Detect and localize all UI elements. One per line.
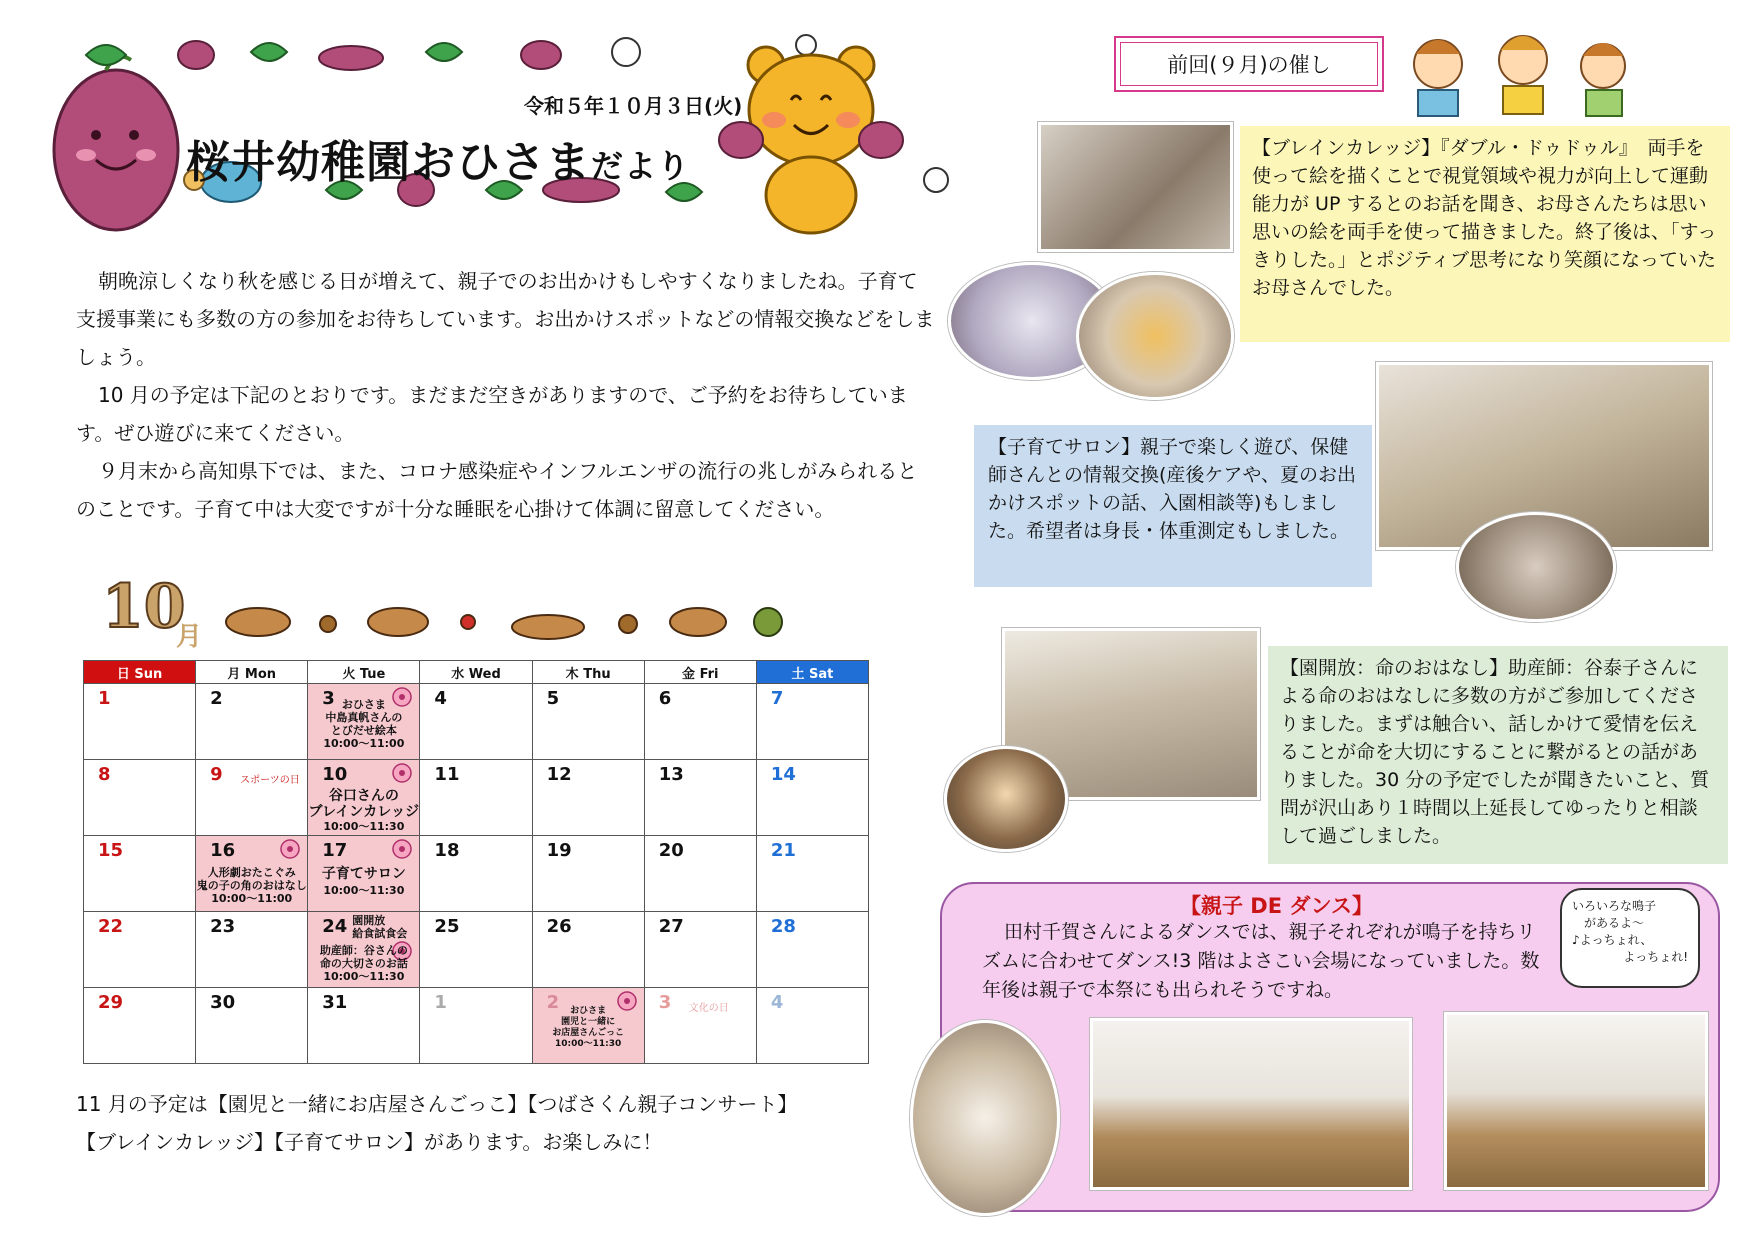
calendar-day bbox=[84, 684, 196, 760]
calendar-month-number: 10 bbox=[102, 572, 186, 642]
dance-event-paragraph: 田村千賀さんによるダンスでは、親子それぞれが鳴子を持ちリズムに合わせてダンス!3 階はよさこい会場になっていました。数年後は親子で本祭にも出られそうですね。 bbox=[982, 921, 1540, 1001]
day-number: 16 bbox=[210, 840, 236, 861]
dance-event-description bbox=[982, 918, 1542, 1005]
day-number: 19 bbox=[546, 840, 572, 861]
calendar-decoration bbox=[98, 572, 878, 662]
acorn-icon bbox=[320, 616, 336, 632]
day-number: 3 bbox=[322, 688, 335, 709]
calendar-day bbox=[308, 988, 420, 1064]
photo-brain-college-3 bbox=[1076, 272, 1234, 400]
calendar-day bbox=[644, 684, 756, 760]
intro-paragraph-3: ９月末から高知県下では、また、コロナ感染症やインフルエンザの流行の兆しがみられるとのことです。子育て中は大変ですが十分な睡眠を心掛けて体調に留意してください。 bbox=[76, 459, 918, 521]
weekday-wed: 水 Wed bbox=[420, 661, 532, 684]
calendar-day-event bbox=[308, 836, 420, 912]
day-number: 4 bbox=[434, 688, 447, 709]
event-label: 園開放 bbox=[352, 914, 386, 927]
event-label: おひさま bbox=[341, 698, 386, 711]
calendar-day bbox=[756, 760, 868, 836]
holiday-label: 文化の日 bbox=[688, 1003, 729, 1014]
photo-brain-college-1 bbox=[1038, 122, 1233, 252]
day-number: 12 bbox=[546, 764, 572, 785]
calendar-day-event bbox=[532, 988, 644, 1064]
event-label: 中島真帆さんの bbox=[325, 711, 403, 724]
leaf-icon bbox=[251, 43, 287, 61]
calendar-day bbox=[196, 684, 308, 760]
kosodate-salon-description: 【子育てサロン】親子で楽しく遊び、保健師さんとの情報交換(産後ケアや、夏のお出かけスポットの話、入園相談等)もしました。希望者は身長・体重測定もしました。 bbox=[974, 425, 1372, 587]
calendar-day bbox=[84, 836, 196, 912]
brain-college-description: 【ブレインカレッジ】『ダブル・ドゥドゥル』 両手を使って絵を描くことで視覚領域や視力が向上して運動能力が UP するとのお話を聞き、お母さんたちは思い思いの絵を両手を使って描きました。終了後は、「すっきりした。」とポジティブ思考になり笑顔になっていたお母さんでした。 bbox=[1240, 126, 1730, 342]
calendar-day bbox=[84, 912, 196, 988]
calendar-day bbox=[420, 988, 532, 1064]
squirrel-icon bbox=[368, 608, 428, 636]
day-number: 7 bbox=[770, 688, 784, 709]
october-calendar bbox=[83, 660, 869, 1064]
small-potato-icon bbox=[178, 41, 214, 69]
calendar-day-event bbox=[196, 836, 308, 912]
day-number: 29 bbox=[98, 992, 124, 1013]
sakura-flower-icon bbox=[279, 838, 301, 860]
event-label: 谷口さんの bbox=[328, 788, 399, 804]
day-number: 25 bbox=[434, 916, 460, 937]
day-number: 6 bbox=[658, 688, 672, 709]
bubble-line-4: よっちょれ! bbox=[1623, 950, 1688, 964]
event-time: 10:00～11:00 bbox=[211, 892, 293, 905]
day-number: 11 bbox=[434, 764, 460, 785]
event-label: ブレインカレッジ bbox=[308, 804, 420, 820]
calendar-day bbox=[532, 684, 644, 760]
popcorn-icon bbox=[612, 38, 640, 66]
intro-text bbox=[76, 262, 936, 528]
day-number: 26 bbox=[546, 916, 572, 937]
weekday-mon: 月 Mon bbox=[196, 661, 308, 684]
calendar-week bbox=[84, 836, 869, 912]
calendar-day-event bbox=[308, 684, 420, 760]
event-label: 助産師：谷さんの bbox=[319, 944, 408, 957]
photo-dance-instructor bbox=[910, 1020, 1060, 1216]
event-label: 子育てサロン bbox=[321, 866, 406, 882]
calendar-day-event bbox=[308, 912, 420, 988]
leaf-icon bbox=[426, 43, 462, 61]
event-time: 10:00～11:30 bbox=[323, 970, 405, 983]
calendar-day bbox=[84, 760, 196, 836]
day-number: 1 bbox=[98, 688, 111, 709]
small-potato-icon bbox=[521, 41, 561, 69]
calendar-day bbox=[644, 912, 756, 988]
day-number: 18 bbox=[434, 840, 460, 861]
child-reading-icon bbox=[1414, 40, 1462, 116]
event-label: 給食試食会 bbox=[352, 927, 408, 940]
newsletter-title bbox=[186, 126, 690, 190]
photo-dance-class-1 bbox=[1090, 1018, 1412, 1190]
day-number: 1 bbox=[434, 992, 447, 1013]
november-schedule-note bbox=[76, 1085, 936, 1161]
issue-date: 令和５年１０月３日(火) bbox=[524, 94, 743, 118]
calendar-day bbox=[532, 912, 644, 988]
day-number: 4 bbox=[770, 992, 784, 1013]
popcorn-icon bbox=[924, 168, 948, 192]
day-number: 20 bbox=[658, 840, 684, 861]
event-label: 命の大切さのお話 bbox=[319, 957, 408, 970]
calendar-day-event bbox=[308, 760, 420, 836]
day-number: 24 bbox=[322, 916, 348, 937]
calendar-day bbox=[756, 684, 868, 760]
day-number: 5 bbox=[546, 688, 560, 709]
berry-icon bbox=[461, 615, 475, 629]
calendar-week bbox=[84, 684, 869, 760]
title-small: だより bbox=[591, 147, 691, 185]
squirrel-icon bbox=[226, 608, 290, 636]
child-reading-icon bbox=[1581, 43, 1625, 116]
day-number: 30 bbox=[210, 992, 236, 1013]
calendar-day bbox=[644, 836, 756, 912]
day-number: 22 bbox=[98, 916, 124, 937]
bear-character-icon bbox=[719, 47, 903, 233]
calendar-day bbox=[644, 760, 756, 836]
calendar-day bbox=[420, 836, 532, 912]
weekday-tue: 火 Tue bbox=[308, 661, 420, 684]
calendar-day bbox=[84, 988, 196, 1064]
calendar-day bbox=[756, 988, 868, 1064]
open-day-description: 【園開放：命のおはなし】助産師：谷泰子さんによる命のおはなしに多数の方がご参加してくださりました。まずは触合い、話しかけて愛情を伝えることが命を大切にすることに繋がるとの話がありました。30 分の予定でしたが聞きたいこと、質問が沢山あり１時間以上延長してゆったりと相談して過ごしました。 bbox=[1268, 646, 1728, 864]
bubble-line-3: ♪よっちょれ、 bbox=[1572, 933, 1653, 947]
calendar-day bbox=[532, 836, 644, 912]
photo-dance-class-2 bbox=[1444, 1012, 1708, 1190]
calendar-week bbox=[84, 760, 869, 836]
calendar-day bbox=[420, 684, 532, 760]
calendar-heading bbox=[98, 572, 878, 662]
weekday-fri: 金 Fri bbox=[644, 661, 756, 684]
event-label: とびだせ絵本 bbox=[330, 724, 397, 737]
bubble-line-1: いろいろな鳴子 bbox=[1572, 899, 1657, 913]
squirrel-icon bbox=[512, 615, 584, 639]
previous-events-title-text: 前回(９月)の催し bbox=[1167, 53, 1331, 77]
calendar-day bbox=[196, 988, 308, 1064]
chestnut-icon bbox=[754, 608, 782, 636]
calendar-day bbox=[644, 988, 756, 1064]
day-number: 15 bbox=[98, 840, 124, 861]
acorn-icon bbox=[619, 615, 637, 633]
photo-kosodate-salon-2 bbox=[1456, 512, 1616, 622]
event-time: 10:00～11:30 bbox=[554, 1039, 622, 1049]
day-number: 31 bbox=[322, 992, 348, 1013]
dance-event-title: 【親子 DE ダンス】 bbox=[1180, 894, 1373, 918]
holiday-label: スポーツの日 bbox=[240, 775, 300, 786]
title-main: 桜井幼稚園おひさま bbox=[186, 137, 591, 188]
event-time: 10:00～11:30 bbox=[323, 820, 405, 833]
day-number: 27 bbox=[658, 916, 684, 937]
calendar-day bbox=[420, 912, 532, 988]
sakura-flower-icon bbox=[391, 838, 413, 860]
day-number: 28 bbox=[770, 916, 796, 937]
newsletter-header bbox=[46, 30, 966, 240]
child-reading-icon bbox=[1499, 36, 1547, 114]
event-time: 10:00～11:00 bbox=[323, 737, 405, 750]
weekday-sun: 日 Sun bbox=[84, 661, 196, 684]
day-number: 21 bbox=[770, 840, 796, 861]
intro-paragraph-1: 朝晩涼しくなり秋を感じる日が増えて、親子でのお出かけもしやすくなりましたね。子育て支援事業にも多数の方の参加をお待ちしています。お出かけスポットなどの情報交換などをしましょう。 bbox=[76, 269, 935, 369]
sweet-potato-character-icon bbox=[54, 57, 178, 230]
weekday-thu: 木 Thu bbox=[532, 661, 644, 684]
event-label: 園児と一緒に bbox=[561, 1017, 616, 1027]
calendar-day bbox=[420, 760, 532, 836]
weekday-sat: 土 Sat bbox=[756, 661, 868, 684]
day-number: 2 bbox=[546, 992, 560, 1013]
photo-midwife-portrait bbox=[944, 746, 1068, 852]
calendar-day bbox=[196, 760, 308, 836]
calendar-day bbox=[196, 912, 308, 988]
day-number: 10 bbox=[322, 764, 348, 785]
calendar-week bbox=[84, 988, 869, 1064]
day-number: 14 bbox=[770, 764, 796, 785]
calendar-day bbox=[532, 760, 644, 836]
squirrel-icon bbox=[670, 608, 726, 636]
day-number: 2 bbox=[210, 688, 223, 709]
calendar-day bbox=[756, 836, 868, 912]
day-number: 23 bbox=[210, 916, 236, 937]
event-label: 人形劇おたこぐみ bbox=[207, 866, 296, 879]
popcorn-icon bbox=[796, 35, 816, 55]
calendar-month-kanji: 月 bbox=[176, 622, 203, 652]
day-number: 3 bbox=[658, 992, 672, 1013]
sakura-flower-icon bbox=[391, 762, 413, 784]
children-reading-illustration bbox=[1398, 24, 1648, 124]
event-label: 鬼の子の角のおはなし bbox=[196, 879, 307, 892]
november-line-2: 【ブレインカレッジ】【子育てサロン】があります。お楽しみに！ bbox=[76, 1130, 663, 1154]
previous-events-title bbox=[1114, 36, 1384, 92]
calendar-week bbox=[84, 912, 869, 988]
calendar-weekday-row bbox=[84, 661, 869, 684]
day-number: 13 bbox=[658, 764, 684, 785]
event-time: 10:00～11:30 bbox=[323, 884, 405, 897]
calendar-day bbox=[756, 912, 868, 988]
november-line-1: 11 月の予定は【園児と一緒にお店屋さんごっこ】【つばさくん親子コンサート】 bbox=[76, 1092, 798, 1116]
day-number: 8 bbox=[98, 764, 111, 785]
event-label: お店屋さんごっこ bbox=[552, 1028, 625, 1038]
event-label: おひさま bbox=[570, 1006, 607, 1016]
bubble-line-2: があるよ～ bbox=[1584, 916, 1645, 930]
intro-paragraph-2: 10 月の予定は下記のとおりです。まだまだ空きがありますので、ご予約をお待ちしています。ぜひ遊びに来てください。 bbox=[76, 383, 908, 445]
small-potato-icon bbox=[319, 46, 383, 70]
speech-bubble bbox=[1560, 888, 1700, 988]
day-number: 17 bbox=[322, 840, 348, 861]
leaf-icon bbox=[86, 45, 126, 65]
day-number: 9 bbox=[210, 764, 223, 785]
